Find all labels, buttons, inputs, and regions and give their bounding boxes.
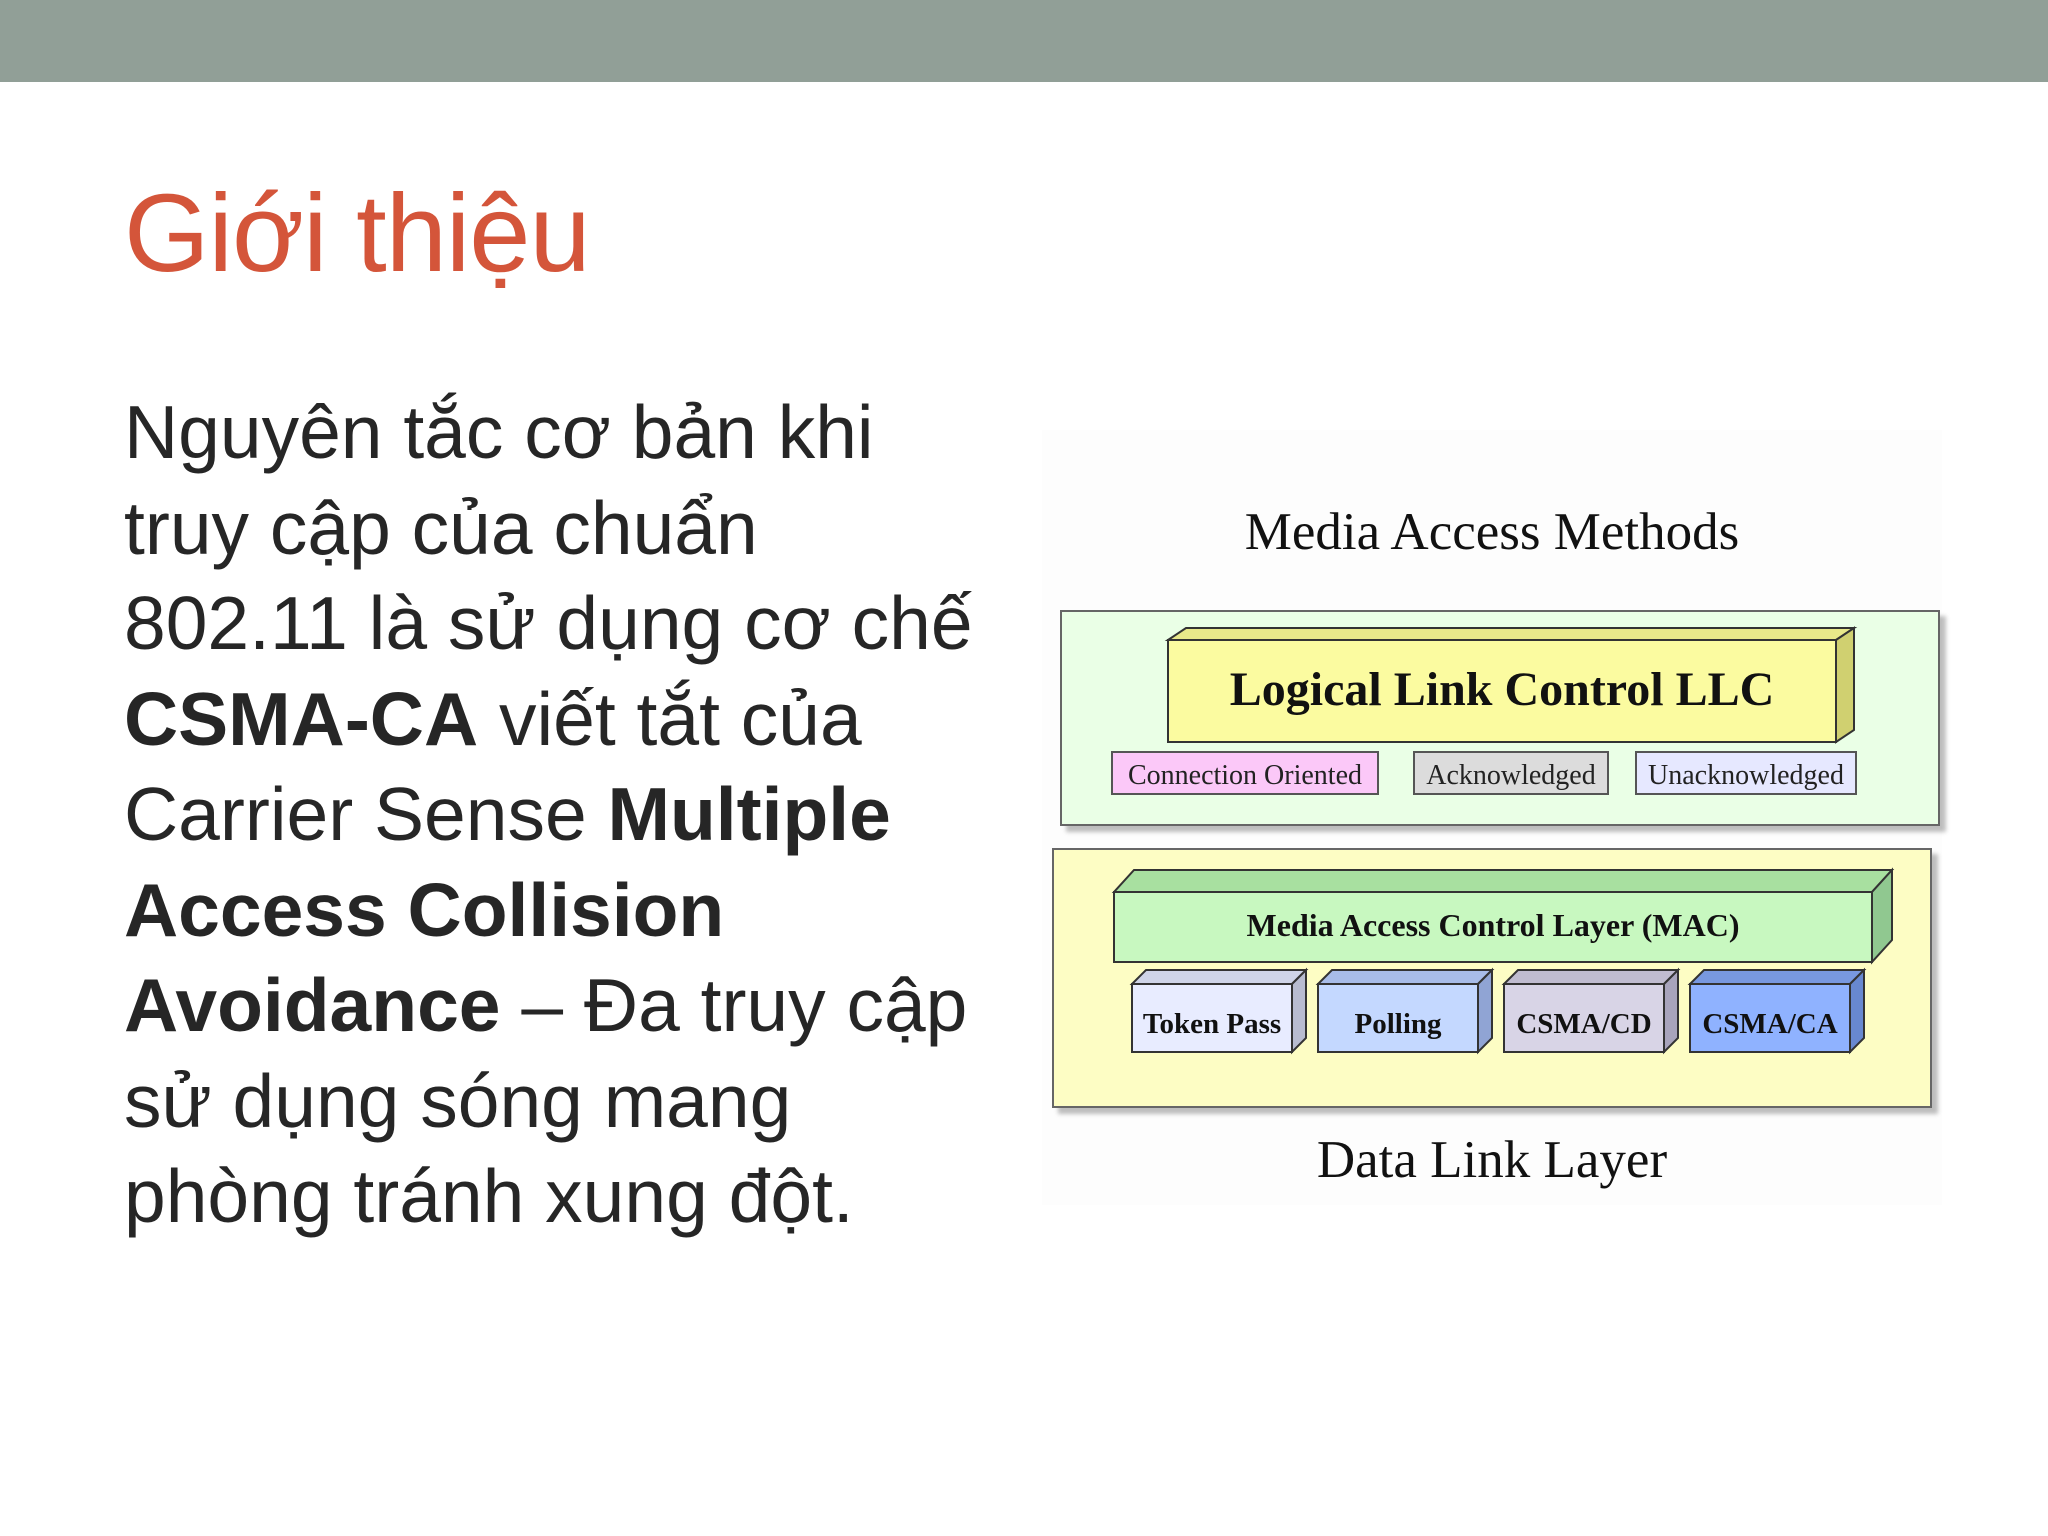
mac-method-token-pass — [1132, 970, 1306, 1052]
method-label-csma-ca: CSMA/CA — [1702, 1008, 1838, 1040]
mac-method-polling — [1318, 970, 1492, 1052]
mode-label-ack: Acknowledged — [1426, 760, 1596, 791]
llc-mode-acknowledged — [1414, 752, 1608, 794]
llc-mode-unacknowledged — [1636, 752, 1856, 794]
llc-mode-connection-oriented — [1112, 752, 1378, 794]
body-part-1: Nguyên tắc cơ bản khi truy cập của chuẩn 802.11 là sử dụng cơ chế — [124, 390, 973, 665]
diagram-footer: Data Link Layer — [1316, 1131, 1668, 1189]
mode-label-unack: Unacknowledged — [1648, 760, 1844, 791]
slide-title: Giới thiệu — [124, 172, 590, 295]
llc-bar — [1168, 628, 1854, 742]
diagram-title: Media Access Methods — [1244, 503, 1740, 561]
method-label-csma-cd: CSMA/CD — [1516, 1008, 1652, 1040]
body-bold-term: Multiple Access Collision Avoidance — [124, 772, 891, 1047]
method-label-polling: Polling — [1354, 1008, 1442, 1040]
mode-label-connection: Connection Oriented — [1127, 760, 1363, 791]
mac-method-csma-cd — [1504, 970, 1678, 1052]
top-band — [0, 0, 2048, 82]
body-text — [124, 385, 974, 1245]
mac-bar — [1114, 870, 1892, 962]
mac-method-csma-ca — [1690, 970, 1864, 1052]
method-label-token-pass: Token Pass — [1142, 1008, 1282, 1040]
mac-label: Media Access Control Layer (MAC) — [1246, 907, 1740, 943]
body-part-3: – Đa truy cập sử dụng sóng mang phòng tránh xung đột. — [124, 963, 968, 1238]
body-part-2: viết tắt của Carrier Sense — [124, 676, 862, 856]
body-bold-csma-ca: CSMA-CA — [124, 676, 479, 761]
diagram-boxes — [1042, 430, 1942, 1205]
media-access-diagram — [1042, 430, 1942, 1205]
llc-label: Logical Link Control LLC — [1229, 663, 1775, 716]
